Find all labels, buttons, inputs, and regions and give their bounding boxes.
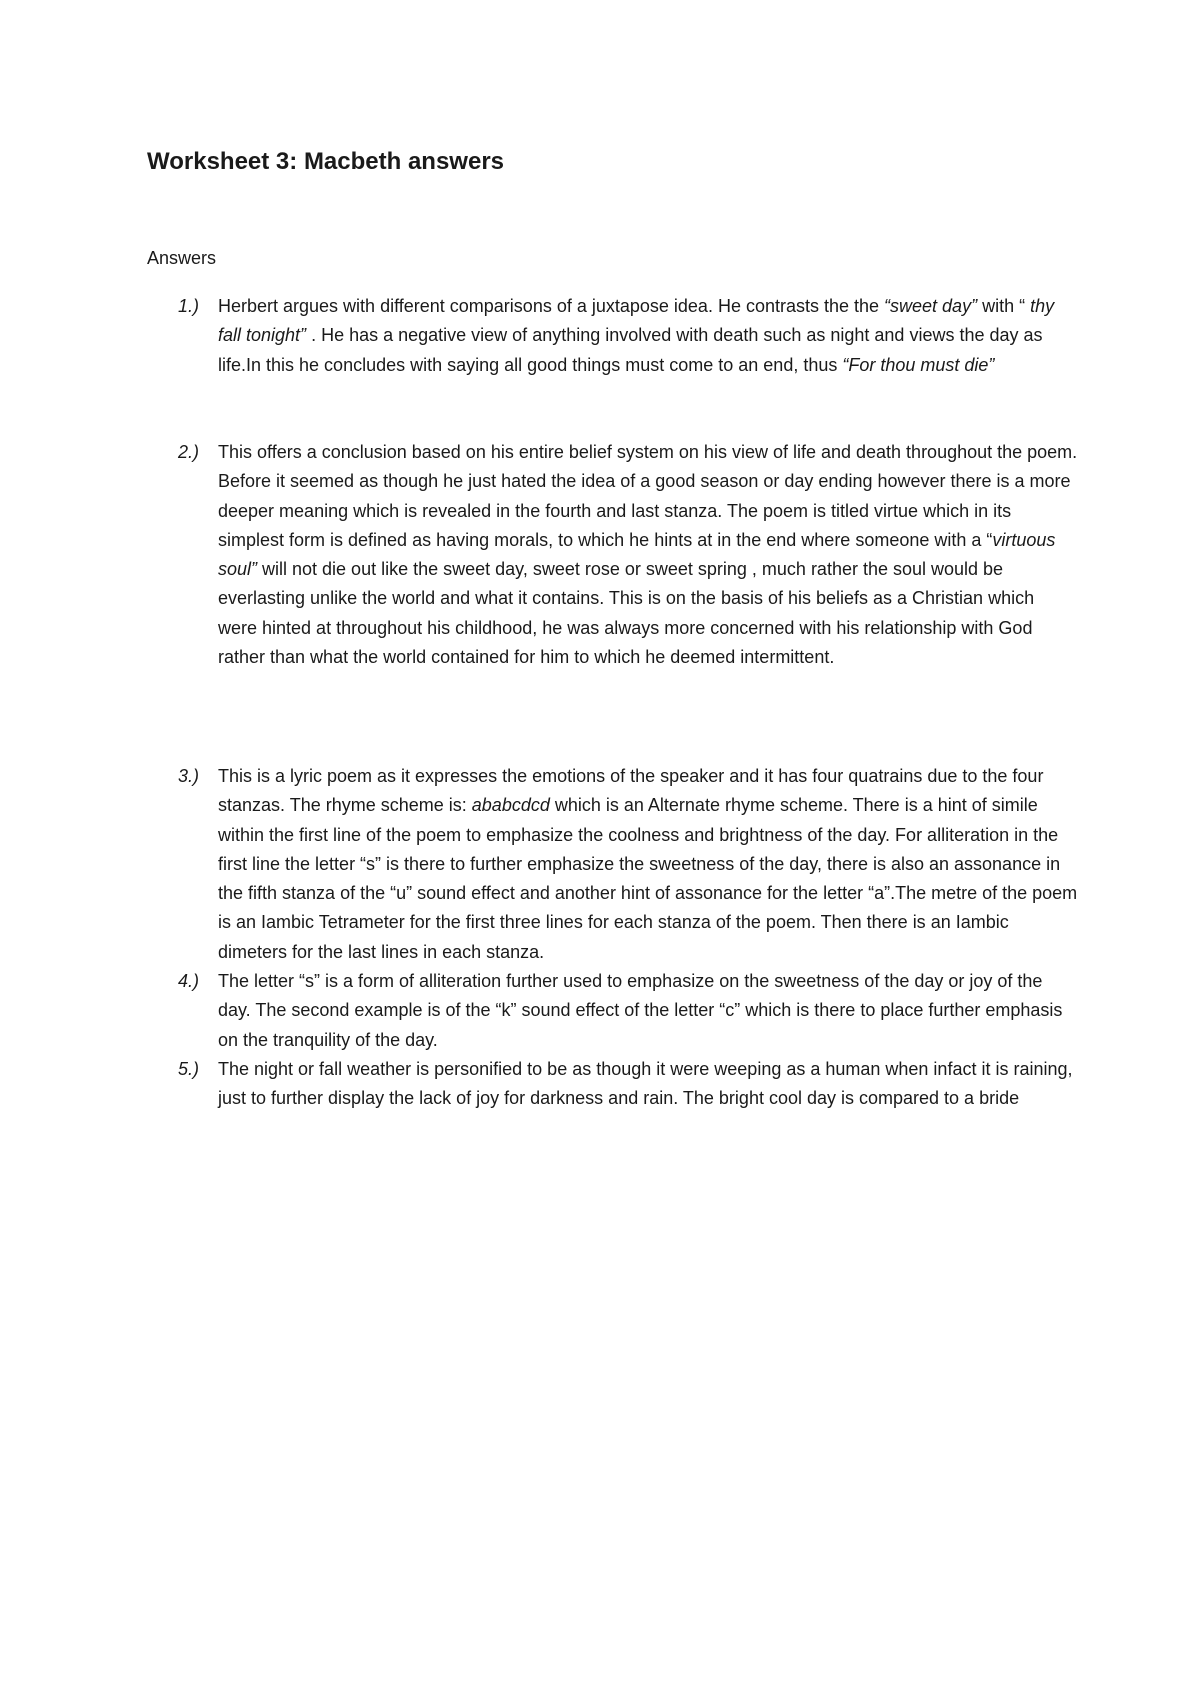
answer-run: which is an Alternate rhyme scheme. There is a hint of simile within the first line of the poem to emphasize the coolness and brightness of the day. For alliteration in the first line the letter “s” is there to further emphasize the sweetness of the day, there is also an assonance in the fifth stanza of the “u” sound effect and another hint of assonance for the letter “a”.The metre of the poem is an Iambic Tetrameter for the first three lines for each stanza of the poem. Then there is an Iambic dimeters for the last lines in each stanza.: [218, 795, 1078, 962]
answer-item: [178, 967, 1078, 1055]
answer-run: This is a lyric poem as it expresses the emotions of the speaker and it has four quatrains due to the four stanzas. The rhyme scheme is:: [218, 766, 1044, 816]
answer-run: will not die out like the sweet day, sweet rose or sweet spring , much rather the soul would be everlasting unlike the world and what it contains. This is on the basis of his beliefs as a Christian which were hinted at throughout his childhood, he was always more concerned with his relationship with God rather than what the world contained for him to which he deemed intermittent.: [218, 559, 1035, 668]
answer-quote: “For thou must die”: [842, 354, 995, 375]
answer-item: [178, 762, 1078, 967]
answer-number: 3.): [178, 766, 200, 786]
document-title: Worksheet 3: Macbeth answers: [147, 148, 505, 175]
answer-list-1: [178, 292, 1078, 380]
answer-quote: “sweet day”: [884, 296, 978, 316]
answer-list-2: [178, 438, 1078, 672]
answer-text: [218, 762, 1078, 967]
answer-number: 5.): [178, 1058, 200, 1079]
answer-quote: thy fall tonight”: [218, 296, 1055, 346]
answer-quote: virtuous soul”: [218, 529, 1056, 580]
answer-run: Herbert argues with different comparisons of a juxtapose idea. He contrasts the the: [218, 296, 885, 316]
answer-list-3: [178, 762, 1078, 1114]
answer-text: [218, 1055, 1078, 1114]
answer-text: [218, 292, 1078, 380]
section-label: Answers: [147, 248, 217, 268]
answer-number: 2.): [178, 442, 200, 462]
answer-number: 1.): [178, 296, 200, 316]
answer-item: [178, 292, 1078, 380]
answer-run: The night or fall weather is personified to be as though it were weeping as a human when infact it is raining, just to further display the lack of joy for darkness and rain. The bright cool day is compared to a bride: [218, 1058, 1073, 1109]
answer-item: [178, 438, 1078, 672]
answer-run: with “: [977, 296, 1031, 316]
answer-run: . He has a negative view of anything involved with death such as night and views the day as life.In this he concludes with saying all good things must come to an end, thus: [218, 325, 1043, 375]
answer-number: 4.): [178, 971, 200, 992]
answer-item: [178, 1055, 1078, 1114]
answer-text: [218, 967, 1078, 1055]
answer-run: The letter “s” is a form of alliteration further used to emphasize on the sweetness of the day or joy of the day. The second example is of the “k” sound effect of the letter “c” which is there to place further emphasis on the tranquility of the day.: [218, 971, 1063, 1050]
answer-run: This offers a conclusion based on his entire belief system on his view of life and death throughout the poem. Before it seemed as though he just hated the idea of a good season or day ending however there is a more deeper meaning which is revealed in the fourth and last stanza. The poem is titled virtue which in its simplest form is defined as having morals, to which he hints at in the end where someone with a “: [218, 442, 1078, 550]
answer-text: [218, 438, 1078, 672]
answer-quote: ababcdcd: [471, 795, 550, 816]
